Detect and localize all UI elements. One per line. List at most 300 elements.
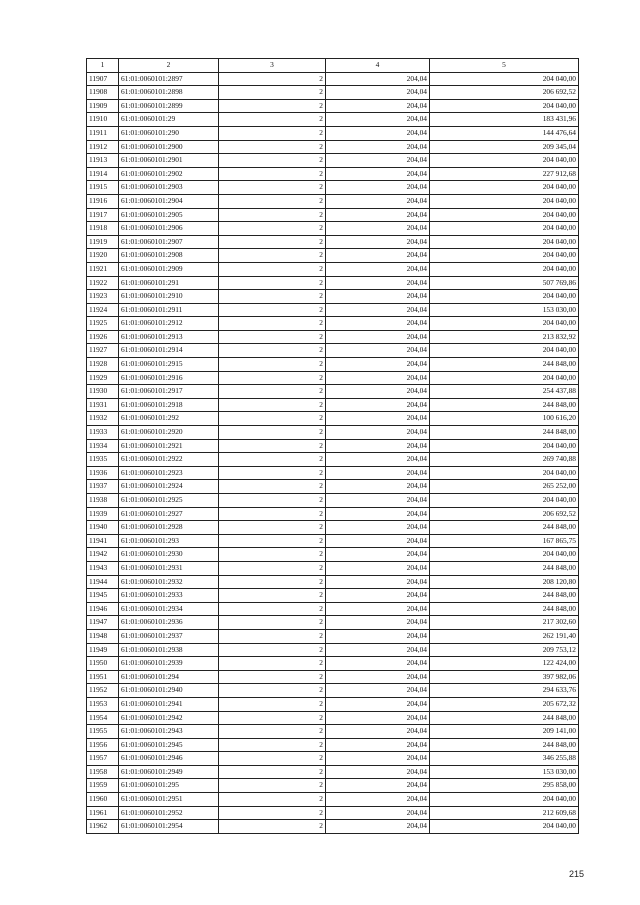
header-row	[87, 59, 579, 73]
value-cell: 204 040,00	[430, 439, 579, 453]
table-row	[87, 235, 579, 249]
area-cell: 204,04	[326, 466, 430, 480]
row-number-cell: 11936	[87, 466, 119, 480]
cadastral-number-cell: 61:01:0060101:2928	[119, 521, 219, 535]
row-number-cell: 11908	[87, 86, 119, 100]
value-cell: 204 040,00	[430, 548, 579, 562]
row-number-cell: 11913	[87, 154, 119, 168]
count-cell: 2	[219, 453, 326, 467]
count-cell: 2	[219, 629, 326, 643]
table-row	[87, 629, 579, 643]
table-row	[87, 86, 579, 100]
value-cell: 204 040,00	[430, 466, 579, 480]
value-cell: 144 476,64	[430, 126, 579, 140]
row-number-cell: 11929	[87, 371, 119, 385]
area-cell: 204,04	[326, 385, 430, 399]
table-row	[87, 290, 579, 304]
row-number-cell: 11912	[87, 140, 119, 154]
table-row	[87, 208, 579, 222]
row-number-cell: 11921	[87, 262, 119, 276]
area-cell: 204,04	[326, 521, 430, 535]
table-row	[87, 480, 579, 494]
count-cell: 2	[219, 820, 326, 834]
table-row	[87, 113, 579, 127]
cadastral-number-cell: 61:01:0060101:2943	[119, 725, 219, 739]
cadastral-number-cell: 61:01:0060101:2920	[119, 426, 219, 440]
area-cell: 204,04	[326, 765, 430, 779]
value-cell: 204 040,00	[430, 820, 579, 834]
count-cell: 2	[219, 779, 326, 793]
cadastral-number-cell: 61:01:0060101:2909	[119, 262, 219, 276]
cadastral-number-cell: 61:01:0060101:2902	[119, 167, 219, 181]
count-cell: 2	[219, 208, 326, 222]
area-cell: 204,04	[326, 358, 430, 372]
value-cell: 204 040,00	[430, 344, 579, 358]
value-cell: 269 740,88	[430, 453, 579, 467]
row-number-cell: 11934	[87, 439, 119, 453]
cadastral-number-cell: 61:01:0060101:293	[119, 534, 219, 548]
row-number-cell: 11946	[87, 602, 119, 616]
row-number-cell: 11951	[87, 670, 119, 684]
cadastral-number-cell: 61:01:0060101:2936	[119, 616, 219, 630]
area-cell: 204,04	[326, 371, 430, 385]
cadastral-number-cell: 61:01:0060101:2941	[119, 697, 219, 711]
row-number-cell: 11909	[87, 99, 119, 113]
value-cell: 244 848,00	[430, 561, 579, 575]
cadastral-number-cell: 61:01:0060101:2900	[119, 140, 219, 154]
row-number-cell: 11961	[87, 806, 119, 820]
area-cell: 204,04	[326, 670, 430, 684]
cadastral-number-cell: 61:01:0060101:2940	[119, 684, 219, 698]
row-number-cell: 11937	[87, 480, 119, 494]
row-number-cell: 11933	[87, 426, 119, 440]
cadastral-number-cell: 61:01:0060101:295	[119, 779, 219, 793]
count-cell: 2	[219, 385, 326, 399]
count-cell: 2	[219, 643, 326, 657]
count-cell: 2	[219, 262, 326, 276]
table-row	[87, 371, 579, 385]
value-cell: 397 982,06	[430, 670, 579, 684]
table-row	[87, 575, 579, 589]
table-body	[87, 72, 579, 833]
count-cell: 2	[219, 249, 326, 263]
table-row	[87, 126, 579, 140]
area-cell: 204,04	[326, 820, 430, 834]
table-row	[87, 684, 579, 698]
value-cell: 209 753,12	[430, 643, 579, 657]
count-cell: 2	[219, 371, 326, 385]
table-row	[87, 426, 579, 440]
header-col-5: 5	[430, 59, 579, 73]
row-number-cell: 11935	[87, 453, 119, 467]
count-cell: 2	[219, 793, 326, 807]
value-cell: 204 040,00	[430, 494, 579, 508]
cadastral-number-cell: 61:01:0060101:2906	[119, 222, 219, 236]
value-cell: 295 858,00	[430, 779, 579, 793]
row-number-cell: 11942	[87, 548, 119, 562]
count-cell: 2	[219, 276, 326, 290]
table-row	[87, 276, 579, 290]
row-number-cell: 11939	[87, 507, 119, 521]
value-cell: 208 120,80	[430, 575, 579, 589]
area-cell: 204,04	[326, 113, 430, 127]
count-cell: 2	[219, 439, 326, 453]
area-cell: 204,04	[326, 330, 430, 344]
table-row	[87, 99, 579, 113]
cadastral-number-cell: 61:01:0060101:2951	[119, 793, 219, 807]
cadastral-number-cell: 61:01:0060101:290	[119, 126, 219, 140]
count-cell: 2	[219, 290, 326, 304]
area-cell: 204,04	[326, 548, 430, 562]
count-cell: 2	[219, 561, 326, 575]
count-cell: 2	[219, 99, 326, 113]
count-cell: 2	[219, 670, 326, 684]
count-cell: 2	[219, 86, 326, 100]
table-row	[87, 657, 579, 671]
count-cell: 2	[219, 765, 326, 779]
cadastral-number-cell: 61:01:0060101:2927	[119, 507, 219, 521]
row-number-cell: 11954	[87, 711, 119, 725]
row-number-cell: 11918	[87, 222, 119, 236]
area-cell: 204,04	[326, 208, 430, 222]
table-row	[87, 711, 579, 725]
area-cell: 204,04	[326, 398, 430, 412]
row-number-cell: 11955	[87, 725, 119, 739]
value-cell: 100 616,20	[430, 412, 579, 426]
area-cell: 204,04	[326, 426, 430, 440]
value-cell: 204 040,00	[430, 290, 579, 304]
count-cell: 2	[219, 697, 326, 711]
cadastral-number-cell: 61:01:0060101:2937	[119, 629, 219, 643]
count-cell: 2	[219, 72, 326, 86]
table-row	[87, 140, 579, 154]
count-cell: 2	[219, 140, 326, 154]
cadastral-number-cell: 61:01:0060101:2911	[119, 303, 219, 317]
row-number-cell: 11915	[87, 181, 119, 195]
table-row	[87, 602, 579, 616]
value-cell: 204 040,00	[430, 371, 579, 385]
table-row	[87, 534, 579, 548]
value-cell: 183 431,96	[430, 113, 579, 127]
value-cell: 507 769,86	[430, 276, 579, 290]
row-number-cell: 11907	[87, 72, 119, 86]
count-cell: 2	[219, 602, 326, 616]
value-cell: 204 040,00	[430, 793, 579, 807]
area-cell: 204,04	[326, 154, 430, 168]
count-cell: 2	[219, 684, 326, 698]
header-col-3: 3	[219, 59, 326, 73]
count-cell: 2	[219, 575, 326, 589]
cadastral-number-cell: 61:01:0060101:2916	[119, 371, 219, 385]
value-cell: 244 848,00	[430, 602, 579, 616]
area-cell: 204,04	[326, 453, 430, 467]
count-cell: 2	[219, 725, 326, 739]
area-cell: 204,04	[326, 344, 430, 358]
area-cell: 204,04	[326, 806, 430, 820]
cadastral-number-cell: 61:01:0060101:2949	[119, 765, 219, 779]
area-cell: 204,04	[326, 99, 430, 113]
value-cell: 153 030,00	[430, 303, 579, 317]
count-cell: 2	[219, 181, 326, 195]
row-number-cell: 11922	[87, 276, 119, 290]
row-number-cell: 11949	[87, 643, 119, 657]
area-cell: 204,04	[326, 412, 430, 426]
value-cell: 209 141,00	[430, 725, 579, 739]
value-cell: 204 040,00	[430, 72, 579, 86]
count-cell: 2	[219, 426, 326, 440]
value-cell: 217 302,60	[430, 616, 579, 630]
area-cell: 204,04	[326, 779, 430, 793]
value-cell: 294 633,76	[430, 684, 579, 698]
table-row	[87, 738, 579, 752]
table-row	[87, 521, 579, 535]
cadastral-number-cell: 61:01:0060101:2945	[119, 738, 219, 752]
count-cell: 2	[219, 358, 326, 372]
area-cell: 204,04	[326, 276, 430, 290]
value-cell: 244 848,00	[430, 398, 579, 412]
page-number: 215	[568, 869, 584, 879]
cadastral-number-cell: 61:01:0060101:2939	[119, 657, 219, 671]
value-cell: 204 040,00	[430, 235, 579, 249]
area-cell: 204,04	[326, 561, 430, 575]
cadastral-number-cell: 61:01:0060101:2933	[119, 589, 219, 603]
count-cell: 2	[219, 167, 326, 181]
table-row	[87, 725, 579, 739]
count-cell: 2	[219, 466, 326, 480]
count-cell: 2	[219, 235, 326, 249]
cadastral-number-cell: 61:01:0060101:29	[119, 113, 219, 127]
area-cell: 204,04	[326, 711, 430, 725]
value-cell: 204 040,00	[430, 249, 579, 263]
table-row	[87, 194, 579, 208]
cadastral-number-cell: 61:01:0060101:2921	[119, 439, 219, 453]
cadastral-number-cell: 61:01:0060101:2954	[119, 820, 219, 834]
table-row	[87, 793, 579, 807]
value-cell: 244 848,00	[430, 589, 579, 603]
row-number-cell: 11919	[87, 235, 119, 249]
row-number-cell: 11948	[87, 629, 119, 643]
value-cell: 244 848,00	[430, 358, 579, 372]
row-number-cell: 11943	[87, 561, 119, 575]
row-number-cell: 11960	[87, 793, 119, 807]
value-cell: 212 609,68	[430, 806, 579, 820]
cadastral-number-cell: 61:01:0060101:2910	[119, 290, 219, 304]
cadastral-number-cell: 61:01:0060101:2897	[119, 72, 219, 86]
table-row	[87, 752, 579, 766]
table-row	[87, 507, 579, 521]
area-cell: 204,04	[326, 684, 430, 698]
value-cell: 167 865,75	[430, 534, 579, 548]
cadastral-number-cell: 61:01:0060101:291	[119, 276, 219, 290]
area-cell: 204,04	[326, 72, 430, 86]
row-number-cell: 11924	[87, 303, 119, 317]
cadastral-number-cell: 61:01:0060101:2946	[119, 752, 219, 766]
cadastral-number-cell: 61:01:0060101:2922	[119, 453, 219, 467]
table-row	[87, 589, 579, 603]
count-cell: 2	[219, 711, 326, 725]
value-cell: 205 672,32	[430, 697, 579, 711]
cadastral-number-cell: 61:01:0060101:2918	[119, 398, 219, 412]
count-cell: 2	[219, 507, 326, 521]
header-col-1: 1	[87, 59, 119, 73]
row-number-cell: 11945	[87, 589, 119, 603]
area-cell: 204,04	[326, 589, 430, 603]
table-row	[87, 262, 579, 276]
row-number-cell: 11941	[87, 534, 119, 548]
value-cell: 204 040,00	[430, 154, 579, 168]
cadastral-number-cell: 61:01:0060101:2930	[119, 548, 219, 562]
value-cell: 204 040,00	[430, 194, 579, 208]
cadastral-number-cell: 61:01:0060101:2924	[119, 480, 219, 494]
value-cell: 204 040,00	[430, 317, 579, 331]
row-number-cell: 11938	[87, 494, 119, 508]
area-cell: 204,04	[326, 602, 430, 616]
row-number-cell: 11927	[87, 344, 119, 358]
table-row	[87, 398, 579, 412]
count-cell: 2	[219, 752, 326, 766]
row-number-cell: 11962	[87, 820, 119, 834]
table-row	[87, 72, 579, 86]
row-number-cell: 11957	[87, 752, 119, 766]
area-cell: 204,04	[326, 629, 430, 643]
row-number-cell: 11916	[87, 194, 119, 208]
table-row	[87, 167, 579, 181]
cadastral-number-cell: 61:01:0060101:2938	[119, 643, 219, 657]
cadastral-number-cell: 61:01:0060101:2917	[119, 385, 219, 399]
table-row	[87, 466, 579, 480]
table-row	[87, 181, 579, 195]
row-number-cell: 11925	[87, 317, 119, 331]
row-number-cell: 11928	[87, 358, 119, 372]
count-cell: 2	[219, 534, 326, 548]
table-row	[87, 820, 579, 834]
table-row	[87, 330, 579, 344]
row-number-cell: 11931	[87, 398, 119, 412]
cadastral-number-cell: 61:01:0060101:2934	[119, 602, 219, 616]
table-row	[87, 303, 579, 317]
count-cell: 2	[219, 548, 326, 562]
table-row	[87, 385, 579, 399]
area-cell: 204,04	[326, 86, 430, 100]
area-cell: 204,04	[326, 290, 430, 304]
value-cell: 244 848,00	[430, 521, 579, 535]
value-cell: 204 040,00	[430, 181, 579, 195]
table-row	[87, 765, 579, 779]
count-cell: 2	[219, 194, 326, 208]
row-number-cell: 11932	[87, 412, 119, 426]
area-cell: 204,04	[326, 793, 430, 807]
cadastral-number-cell: 61:01:0060101:2932	[119, 575, 219, 589]
cadastral-number-cell: 61:01:0060101:2908	[119, 249, 219, 263]
area-cell: 204,04	[326, 752, 430, 766]
table-row	[87, 154, 579, 168]
table-row	[87, 670, 579, 684]
cadastral-number-cell: 61:01:0060101:2915	[119, 358, 219, 372]
cadastral-number-cell: 61:01:0060101:2903	[119, 181, 219, 195]
value-cell: 204 040,00	[430, 262, 579, 276]
count-cell: 2	[219, 480, 326, 494]
value-cell: 204 040,00	[430, 99, 579, 113]
cadastral-number-cell: 61:01:0060101:2913	[119, 330, 219, 344]
row-number-cell: 11952	[87, 684, 119, 698]
value-cell: 244 848,00	[430, 738, 579, 752]
count-cell: 2	[219, 113, 326, 127]
cadastral-number-cell: 61:01:0060101:2942	[119, 711, 219, 725]
area-cell: 204,04	[326, 126, 430, 140]
count-cell: 2	[219, 494, 326, 508]
count-cell: 2	[219, 738, 326, 752]
header-col-4: 4	[326, 59, 430, 73]
area-cell: 204,04	[326, 249, 430, 263]
cadastral-number-cell: 61:01:0060101:2907	[119, 235, 219, 249]
table-row	[87, 222, 579, 236]
area-cell: 204,04	[326, 317, 430, 331]
count-cell: 2	[219, 154, 326, 168]
row-number-cell: 11940	[87, 521, 119, 535]
table-row	[87, 697, 579, 711]
table-row	[87, 806, 579, 820]
value-cell: 204 040,00	[430, 222, 579, 236]
row-number-cell: 11926	[87, 330, 119, 344]
table-row	[87, 344, 579, 358]
header-col-2: 2	[119, 59, 219, 73]
area-cell: 204,04	[326, 534, 430, 548]
row-number-cell: 11944	[87, 575, 119, 589]
row-number-cell: 11947	[87, 616, 119, 630]
row-number-cell: 11914	[87, 167, 119, 181]
row-number-cell: 11950	[87, 657, 119, 671]
cadastral-number-cell: 61:01:0060101:2905	[119, 208, 219, 222]
value-cell: 209 345,04	[430, 140, 579, 154]
value-cell: 206 692,52	[430, 507, 579, 521]
value-cell: 244 848,00	[430, 426, 579, 440]
count-cell: 2	[219, 616, 326, 630]
cadastral-number-cell: 61:01:0060101:294	[119, 670, 219, 684]
table-row	[87, 453, 579, 467]
count-cell: 2	[219, 126, 326, 140]
count-cell: 2	[219, 806, 326, 820]
value-cell: 262 191,40	[430, 629, 579, 643]
value-cell: 244 848,00	[430, 711, 579, 725]
cadastral-number-cell: 61:01:0060101:292	[119, 412, 219, 426]
value-cell: 122 424,00	[430, 657, 579, 671]
table-row	[87, 317, 579, 331]
row-number-cell: 11917	[87, 208, 119, 222]
area-cell: 204,04	[326, 262, 430, 276]
value-cell: 206 692,52	[430, 86, 579, 100]
value-cell: 265 252,00	[430, 480, 579, 494]
area-cell: 204,04	[326, 167, 430, 181]
table-row	[87, 412, 579, 426]
value-cell: 213 832,92	[430, 330, 579, 344]
table-row	[87, 494, 579, 508]
count-cell: 2	[219, 222, 326, 236]
area-cell: 204,04	[326, 235, 430, 249]
count-cell: 2	[219, 330, 326, 344]
cadastral-number-cell: 61:01:0060101:2931	[119, 561, 219, 575]
area-cell: 204,04	[326, 738, 430, 752]
cadastral-number-cell: 61:01:0060101:2952	[119, 806, 219, 820]
area-cell: 204,04	[326, 222, 430, 236]
row-number-cell: 11920	[87, 249, 119, 263]
value-cell: 227 912,68	[430, 167, 579, 181]
cadastral-number-cell: 61:01:0060101:2904	[119, 194, 219, 208]
cadastral-number-cell: 61:01:0060101:2923	[119, 466, 219, 480]
table-row	[87, 561, 579, 575]
data-table	[86, 58, 579, 834]
count-cell: 2	[219, 412, 326, 426]
area-cell: 204,04	[326, 480, 430, 494]
